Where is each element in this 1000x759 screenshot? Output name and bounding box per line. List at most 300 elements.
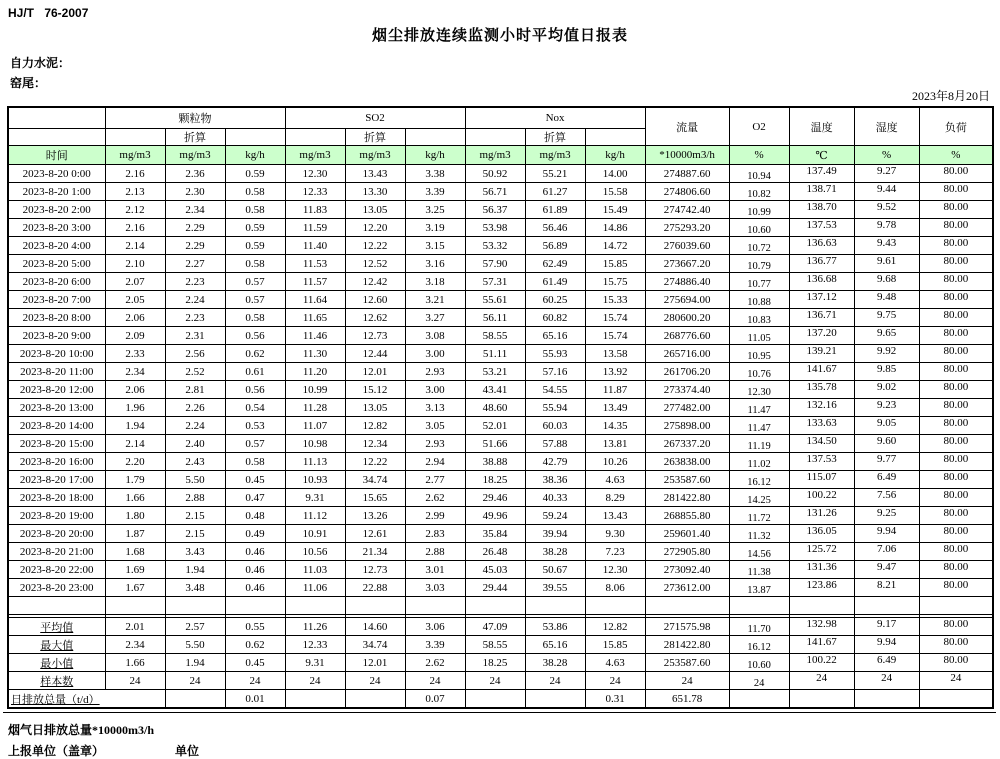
value-cell: 0.58 (225, 183, 285, 201)
value-cell: 2.93 (405, 435, 465, 453)
footer-report-unit-line (8, 742, 1000, 759)
value-cell: 50.92 (465, 165, 525, 183)
time-cell: 2023-8-20 9:00 (8, 327, 105, 345)
value-cell: 2.16 (105, 219, 165, 237)
summary-row (8, 654, 993, 672)
empty-row (8, 597, 993, 615)
summary-value-cell: 24 (165, 672, 225, 690)
daily-total-value-cell (525, 690, 585, 709)
value-cell: 277482.00 (645, 399, 729, 417)
hour-row (8, 255, 993, 273)
value-cell: 2.14 (105, 237, 165, 255)
daily-total-row (8, 690, 993, 709)
monitoring-table (7, 106, 994, 709)
value-cell: 13.43 (345, 165, 405, 183)
value-cell: 38.88 (465, 453, 525, 471)
hour-row (8, 201, 993, 219)
value-cell: 268855.80 (645, 507, 729, 525)
value-cell: 3.19 (405, 219, 465, 237)
value-cell: 2.56 (165, 345, 225, 363)
empty-cell (465, 597, 525, 615)
summary-value-cell: 24 (405, 672, 465, 690)
value-cell: 12.73 (345, 327, 405, 345)
value-cell: 52.01 (465, 417, 525, 435)
value-cell: 2.12 (105, 201, 165, 219)
value-cell: 0.56 (225, 327, 285, 345)
so2-group-header: SO2 (285, 107, 465, 129)
value-cell: 80.00 (919, 345, 993, 363)
value-cell: 125.72 (789, 543, 854, 561)
summary-value-cell: 11.70 (729, 618, 789, 636)
summary-value-cell: 65.16 (525, 636, 585, 654)
value-cell: 9.48 (854, 291, 919, 309)
bottom-rule (3, 712, 996, 713)
empty-cell (345, 597, 405, 615)
value-cell: 274886.40 (645, 273, 729, 291)
value-cell: 61.27 (525, 183, 585, 201)
value-cell: 39.94 (525, 525, 585, 543)
value-cell: 80.00 (919, 381, 993, 399)
value-cell: 2.88 (405, 543, 465, 561)
value-cell: 9.61 (854, 255, 919, 273)
daily-total-value-cell (729, 690, 789, 709)
value-cell: 21.34 (345, 543, 405, 561)
value-cell: 141.67 (789, 363, 854, 381)
time-cell: 2023-8-20 21:00 (8, 543, 105, 561)
value-cell: 137.53 (789, 453, 854, 471)
value-cell: 13.05 (345, 201, 405, 219)
blank-cell (8, 107, 105, 129)
value-cell: 9.78 (854, 219, 919, 237)
value-cell: 15.74 (585, 327, 645, 345)
value-cell: 280600.20 (645, 309, 729, 327)
value-cell: 9.60 (854, 435, 919, 453)
unit-cell: mg/m3 (465, 146, 525, 165)
value-cell: 10.83 (729, 309, 789, 327)
value-cell: 275694.00 (645, 291, 729, 309)
unit-cell: kg/h (405, 146, 465, 165)
summary-value-cell: 24 (105, 672, 165, 690)
summary-value-cell: 0.55 (225, 618, 285, 636)
value-cell: 3.00 (405, 345, 465, 363)
summary-value-cell: 100.22 (789, 654, 854, 672)
value-cell: 12.44 (345, 345, 405, 363)
summary-value-cell: 12.82 (585, 618, 645, 636)
value-cell: 61.49 (525, 273, 585, 291)
value-cell: 11.03 (285, 561, 345, 579)
value-cell: 29.46 (465, 489, 525, 507)
summary-row (8, 618, 993, 636)
standard-code: HJ/T 76-2007 (8, 6, 89, 20)
value-cell: 10.94 (729, 165, 789, 183)
summary-value-cell: 4.63 (585, 654, 645, 672)
value-cell: 80.00 (919, 561, 993, 579)
value-cell: 274806.60 (645, 183, 729, 201)
value-cell: 265716.00 (645, 345, 729, 363)
summary-value-cell: 0.45 (225, 654, 285, 672)
summary-value-cell: 271575.98 (645, 618, 729, 636)
value-cell: 2.81 (165, 381, 225, 399)
value-cell: 11.47 (729, 399, 789, 417)
value-cell: 11.53 (285, 255, 345, 273)
unit-cell: mg/m3 (165, 146, 225, 165)
value-cell: 14.35 (585, 417, 645, 435)
value-cell: 2.16 (105, 165, 165, 183)
value-cell: 137.49 (789, 165, 854, 183)
value-cell: 273667.20 (645, 255, 729, 273)
hour-row (8, 273, 993, 291)
value-cell: 131.26 (789, 507, 854, 525)
value-cell: 11.06 (285, 579, 345, 597)
value-cell: 15.74 (585, 309, 645, 327)
value-cell: 55.94 (525, 399, 585, 417)
blank-cell (405, 129, 465, 146)
empty-cell (854, 597, 919, 615)
summary-value-cell: 14.60 (345, 618, 405, 636)
summary-value-cell: 24 (854, 672, 919, 690)
empty-cell (729, 597, 789, 615)
value-cell: 80.00 (919, 471, 993, 489)
time-cell: 2023-8-20 2:00 (8, 201, 105, 219)
value-cell: 136.05 (789, 525, 854, 543)
summary-value-cell: 5.50 (165, 636, 225, 654)
unit-cell: % (854, 146, 919, 165)
value-cell: 9.75 (854, 309, 919, 327)
value-cell: 2.15 (165, 525, 225, 543)
header-units-row (8, 146, 993, 165)
value-cell: 9.02 (854, 381, 919, 399)
summary-label: 样本数 (8, 672, 105, 690)
value-cell: 15.58 (585, 183, 645, 201)
value-cell: 2.36 (165, 165, 225, 183)
hour-row (8, 165, 993, 183)
value-cell: 276039.60 (645, 237, 729, 255)
value-cell: 13.30 (345, 183, 405, 201)
time-cell: 2023-8-20 7:00 (8, 291, 105, 309)
value-cell: 60.25 (525, 291, 585, 309)
value-cell: 10.60 (729, 219, 789, 237)
time-cell: 2023-8-20 0:00 (8, 165, 105, 183)
value-cell: 38.28 (525, 543, 585, 561)
value-cell: 13.58 (585, 345, 645, 363)
value-cell: 11.65 (285, 309, 345, 327)
time-cell: 2023-8-20 22:00 (8, 561, 105, 579)
value-cell: 9.47 (854, 561, 919, 579)
summary-value-cell: 47.09 (465, 618, 525, 636)
value-cell: 123.86 (789, 579, 854, 597)
value-cell: 253587.60 (645, 471, 729, 489)
value-cell: 11.59 (285, 219, 345, 237)
hour-row (8, 345, 993, 363)
value-cell: 80.00 (919, 219, 993, 237)
value-cell: 3.27 (405, 309, 465, 327)
value-cell: 12.52 (345, 255, 405, 273)
value-cell: 13.43 (585, 507, 645, 525)
value-cell: 3.25 (405, 201, 465, 219)
value-cell: 2.33 (105, 345, 165, 363)
hour-row (8, 309, 993, 327)
header-group-row (8, 107, 993, 129)
value-cell: 3.01 (405, 561, 465, 579)
value-cell: 11.38 (729, 561, 789, 579)
value-cell: 12.20 (345, 219, 405, 237)
value-cell: 132.16 (789, 399, 854, 417)
value-cell: 0.45 (225, 471, 285, 489)
unit-cell: % (729, 146, 789, 165)
value-cell: 2.43 (165, 453, 225, 471)
value-cell: 2.06 (105, 381, 165, 399)
value-cell: 10.95 (729, 345, 789, 363)
value-cell: 0.46 (225, 579, 285, 597)
value-cell: 12.30 (585, 561, 645, 579)
value-cell: 2.52 (165, 363, 225, 381)
value-cell: 9.68 (854, 273, 919, 291)
value-cell: 1.96 (105, 399, 165, 417)
value-cell: 2.99 (405, 507, 465, 525)
hour-row (8, 525, 993, 543)
value-cell: 60.03 (525, 417, 585, 435)
value-cell: 48.60 (465, 399, 525, 417)
value-cell: 275898.00 (645, 417, 729, 435)
value-cell: 0.46 (225, 543, 285, 561)
value-cell: 0.57 (225, 291, 285, 309)
empty-cell (585, 597, 645, 615)
value-cell: 0.59 (225, 237, 285, 255)
value-cell: 10.82 (729, 183, 789, 201)
time-cell: 2023-8-20 14:00 (8, 417, 105, 435)
value-cell: 15.65 (345, 489, 405, 507)
value-cell: 13.49 (585, 399, 645, 417)
value-cell: 80.00 (919, 273, 993, 291)
summary-value-cell: 16.12 (729, 636, 789, 654)
value-cell: 9.65 (854, 327, 919, 345)
value-cell: 11.05 (729, 327, 789, 345)
value-cell: 26.48 (465, 543, 525, 561)
value-cell: 14.56 (729, 543, 789, 561)
value-cell: 11.47 (729, 417, 789, 435)
daily-total-value-cell (345, 690, 405, 709)
value-cell: 137.12 (789, 291, 854, 309)
daily-total-value-cell: 0.31 (585, 690, 645, 709)
time-cell: 2023-8-20 19:00 (8, 507, 105, 525)
value-cell: 131.36 (789, 561, 854, 579)
summary-value-cell: 141.67 (789, 636, 854, 654)
summary-label: 最小值 (8, 654, 105, 672)
value-cell: 11.87 (585, 381, 645, 399)
value-cell: 11.19 (729, 435, 789, 453)
value-cell: 80.00 (919, 201, 993, 219)
summary-label: 平均值 (8, 618, 105, 636)
value-cell: 58.55 (465, 327, 525, 345)
value-cell: 29.44 (465, 579, 525, 597)
value-cell: 3.48 (165, 579, 225, 597)
value-cell: 0.57 (225, 273, 285, 291)
value-cell: 136.63 (789, 237, 854, 255)
value-cell: 13.87 (729, 579, 789, 597)
value-cell: 3.43 (165, 543, 225, 561)
value-cell: 1.87 (105, 525, 165, 543)
empty-cell (645, 597, 729, 615)
summary-value-cell: 24 (225, 672, 285, 690)
value-cell: 2.34 (165, 201, 225, 219)
value-cell: 80.00 (919, 237, 993, 255)
value-cell: 11.12 (285, 507, 345, 525)
value-cell: 133.63 (789, 417, 854, 435)
value-cell: 273374.40 (645, 381, 729, 399)
value-cell: 10.98 (285, 435, 345, 453)
temp-header: 温度 (789, 107, 854, 146)
value-cell: 13.26 (345, 507, 405, 525)
value-cell: 12.34 (345, 435, 405, 453)
value-cell: 56.46 (525, 219, 585, 237)
value-cell: 12.01 (345, 363, 405, 381)
value-cell: 0.58 (225, 309, 285, 327)
value-cell: 42.79 (525, 453, 585, 471)
summary-value-cell: 24 (525, 672, 585, 690)
value-cell: 1.69 (105, 561, 165, 579)
so2-conv-header: 折算 (345, 129, 405, 146)
value-cell: 11.57 (285, 273, 345, 291)
unit-label: 单位 (175, 744, 200, 758)
hour-row (8, 291, 993, 309)
value-cell: 13.05 (345, 399, 405, 417)
value-cell: 2.24 (165, 291, 225, 309)
value-cell: 2.10 (105, 255, 165, 273)
value-cell: 0.58 (225, 201, 285, 219)
daily-total-value-cell (789, 690, 854, 709)
value-cell: 1.66 (105, 489, 165, 507)
value-cell: 80.00 (919, 489, 993, 507)
value-cell: 55.61 (465, 291, 525, 309)
value-cell: 8.29 (585, 489, 645, 507)
value-cell: 2.88 (165, 489, 225, 507)
value-cell: 9.77 (854, 453, 919, 471)
value-cell: 2.15 (165, 507, 225, 525)
value-cell: 11.28 (285, 399, 345, 417)
daily-total-value-cell: 0.07 (405, 690, 465, 709)
summary-value-cell: 18.25 (465, 654, 525, 672)
value-cell: 11.13 (285, 453, 345, 471)
value-cell: 2.07 (105, 273, 165, 291)
value-cell: 10.79 (729, 255, 789, 273)
summary-value-cell: 24 (729, 672, 789, 690)
value-cell: 9.31 (285, 489, 345, 507)
summary-value-cell: 132.98 (789, 618, 854, 636)
summary-value-cell: 58.55 (465, 636, 525, 654)
summary-value-cell: 10.60 (729, 654, 789, 672)
value-cell: 35.84 (465, 525, 525, 543)
value-cell: 2.29 (165, 219, 225, 237)
value-cell: 11.72 (729, 507, 789, 525)
value-cell: 11.83 (285, 201, 345, 219)
summary-value-cell: 80.00 (919, 636, 993, 654)
value-cell: 2.40 (165, 435, 225, 453)
value-cell: 272905.80 (645, 543, 729, 561)
time-cell: 2023-8-20 20:00 (8, 525, 105, 543)
empty-cell (405, 597, 465, 615)
value-cell: 43.41 (465, 381, 525, 399)
summary-value-cell: 38.28 (525, 654, 585, 672)
empty-cell (8, 597, 105, 615)
value-cell: 11.32 (729, 525, 789, 543)
daily-total-value-cell (854, 690, 919, 709)
value-cell: 10.91 (285, 525, 345, 543)
value-cell: 14.72 (585, 237, 645, 255)
value-cell: 61.89 (525, 201, 585, 219)
value-cell: 0.49 (225, 525, 285, 543)
value-cell: 2.23 (165, 309, 225, 327)
hour-row (8, 435, 993, 453)
value-cell: 1.68 (105, 543, 165, 561)
value-cell: 259601.40 (645, 525, 729, 543)
footer-total-note: 烟气日排放总量*10000m3/h (8, 723, 155, 737)
empty-cell (165, 597, 225, 615)
value-cell: 274887.60 (645, 165, 729, 183)
value-cell: 2.34 (105, 363, 165, 381)
value-cell: 9.92 (854, 345, 919, 363)
value-cell: 22.88 (345, 579, 405, 597)
unit-cell: *10000m3/h (645, 146, 729, 165)
value-cell: 57.16 (525, 363, 585, 381)
value-cell: 0.56 (225, 381, 285, 399)
value-cell: 10.72 (729, 237, 789, 255)
load-header: 负荷 (919, 107, 993, 146)
value-cell: 261706.20 (645, 363, 729, 381)
summary-value-cell: 80.00 (919, 654, 993, 672)
blank-cell (585, 129, 645, 146)
summary-value-cell: 53.86 (525, 618, 585, 636)
company-label: 自力水泥： (10, 56, 71, 70)
hour-row (8, 507, 993, 525)
value-cell: 7.23 (585, 543, 645, 561)
value-cell: 15.85 (585, 255, 645, 273)
value-cell: 9.85 (854, 363, 919, 381)
value-cell: 15.49 (585, 201, 645, 219)
value-cell: 12.61 (345, 525, 405, 543)
hour-row (8, 579, 993, 597)
summary-value-cell: 24 (345, 672, 405, 690)
value-cell: 18.25 (465, 471, 525, 489)
hour-row (8, 489, 993, 507)
value-cell: 136.77 (789, 255, 854, 273)
value-cell: 2.94 (405, 453, 465, 471)
value-cell: 135.78 (789, 381, 854, 399)
nox-group-header: Nox (465, 107, 645, 129)
value-cell: 49.96 (465, 507, 525, 525)
flow-header: 流量 (645, 107, 729, 146)
hour-row (8, 327, 993, 345)
time-cell: 2023-8-20 13:00 (8, 399, 105, 417)
value-cell: 56.11 (465, 309, 525, 327)
empty-cell (525, 597, 585, 615)
value-cell: 57.88 (525, 435, 585, 453)
value-cell: 80.00 (919, 507, 993, 525)
daily-total-value-cell (919, 690, 993, 709)
value-cell: 56.37 (465, 201, 525, 219)
value-cell: 134.50 (789, 435, 854, 453)
empty-cell (789, 597, 854, 615)
value-cell: 8.21 (854, 579, 919, 597)
hour-row (8, 183, 993, 201)
summary-value-cell: 80.00 (919, 618, 993, 636)
value-cell: 10.56 (285, 543, 345, 561)
value-cell: 2.06 (105, 309, 165, 327)
summary-value-cell: 3.06 (405, 618, 465, 636)
blank-cell (105, 129, 165, 146)
value-cell: 56.71 (465, 183, 525, 201)
daily-total-value-cell (465, 690, 525, 709)
value-cell: 2.83 (405, 525, 465, 543)
